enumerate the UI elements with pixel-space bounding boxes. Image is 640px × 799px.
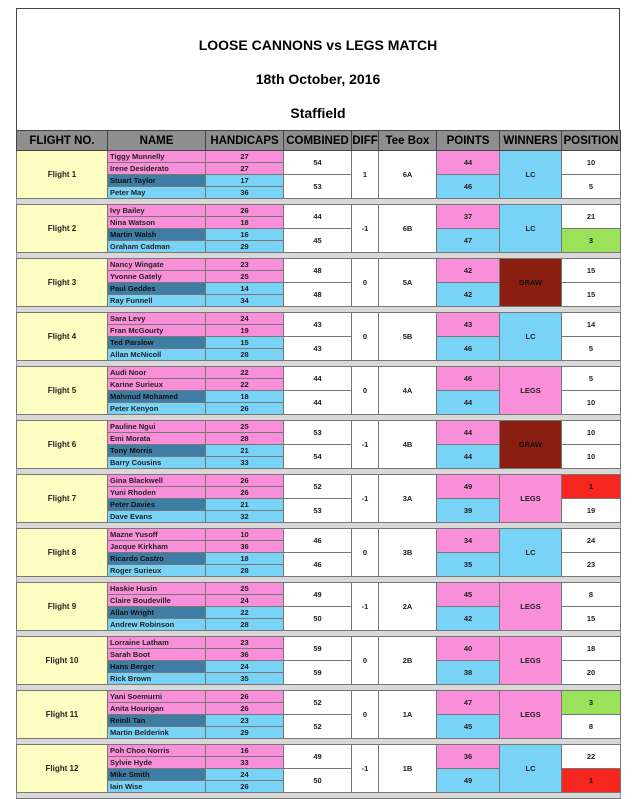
tee-box: 3B [379, 529, 437, 577]
flight-label: Flight 11 [17, 691, 108, 739]
team-position: 8 [562, 715, 621, 739]
team-points: 38 [437, 661, 500, 685]
team-position: 10 [562, 445, 621, 469]
combined-handicap: 53 [284, 499, 352, 523]
combined-handicap: 48 [284, 283, 352, 307]
combined-handicap: 54 [284, 151, 352, 175]
player-handicap: 22 [206, 367, 284, 379]
player-handicap: 25 [206, 583, 284, 595]
diff-value: -1 [352, 583, 379, 631]
winner-badge: LEGS [500, 475, 562, 523]
tee-box: 2B [379, 637, 437, 685]
team-position: 23 [562, 553, 621, 577]
player-handicap: 23 [206, 259, 284, 271]
team-position: 5 [562, 367, 621, 391]
player-handicap: 34 [206, 295, 284, 307]
player-name: Peter Kenyon [108, 403, 206, 415]
flight-label: Flight 12 [17, 745, 108, 793]
player-handicap: 26 [206, 691, 284, 703]
team-points: 45 [437, 583, 500, 607]
player-handicap: 27 [206, 151, 284, 163]
winner-badge: DRAW [500, 259, 562, 307]
team-points: 43 [437, 313, 500, 337]
player-handicap: 25 [206, 421, 284, 433]
player-name: Ivy Bailey [108, 205, 206, 217]
player-handicap: 26 [206, 403, 284, 415]
winner-badge: LC [500, 205, 562, 253]
team-position: 19 [562, 499, 621, 523]
team-points: 45 [437, 715, 500, 739]
separator-cell [17, 793, 621, 799]
player-name: Tiggy Munnelly [108, 151, 206, 163]
combined-handicap: 49 [284, 745, 352, 769]
table-row [17, 583, 621, 595]
combined-handicap: 46 [284, 553, 352, 577]
combined-handicap: 59 [284, 661, 352, 685]
flight-label: Flight 10 [17, 637, 108, 685]
combined-handicap: 52 [284, 475, 352, 499]
player-handicap: 23 [206, 637, 284, 649]
diff-value: 0 [352, 367, 379, 415]
player-name: Peter Davies [108, 499, 206, 511]
team-points: 35 [437, 553, 500, 577]
player-handicap: 27 [206, 163, 284, 175]
player-handicap: 26 [206, 781, 284, 793]
flight-label: Flight 7 [17, 475, 108, 523]
team-points: 39 [437, 499, 500, 523]
combined-handicap: 50 [284, 607, 352, 631]
team-position: 15 [562, 259, 621, 283]
team-position: 22 [562, 745, 621, 769]
team-position: 5 [562, 175, 621, 199]
player-name: Graham Cadman [108, 241, 206, 253]
team-points: 40 [437, 637, 500, 661]
results-table-wrap [16, 130, 620, 799]
team-points: 49 [437, 475, 500, 499]
player-handicap: 28 [206, 565, 284, 577]
table-row [17, 475, 621, 487]
combined-handicap: 53 [284, 421, 352, 445]
winner-badge: LEGS [500, 637, 562, 685]
tee-box: 5A [379, 259, 437, 307]
team-points: 44 [437, 391, 500, 415]
player-name: Ted Parslow [108, 337, 206, 349]
diff-value: -1 [352, 475, 379, 523]
flight-label: Flight 3 [17, 259, 108, 307]
player-name: Iain Wise [108, 781, 206, 793]
table-row [17, 691, 621, 703]
player-name: Mahmud Mohamed [108, 391, 206, 403]
player-name: Nancy Wingate [108, 259, 206, 271]
table-row [17, 259, 621, 271]
col-teebox: Tee Box [379, 131, 437, 151]
player-name: Claire Boudeville [108, 595, 206, 607]
player-name: Lorraine Latham [108, 637, 206, 649]
player-handicap: 18 [206, 553, 284, 565]
winner-badge: LC [500, 313, 562, 361]
tee-box: 4A [379, 367, 437, 415]
combined-handicap: 45 [284, 229, 352, 253]
team-points: 44 [437, 445, 500, 469]
player-handicap: 24 [206, 769, 284, 781]
combined-handicap: 44 [284, 205, 352, 229]
player-name: Andrew Robinson [108, 619, 206, 631]
team-position: 15 [562, 283, 621, 307]
player-handicap: 28 [206, 433, 284, 445]
player-handicap: 25 [206, 271, 284, 283]
player-handicap: 36 [206, 541, 284, 553]
flight-label: Flight 4 [17, 313, 108, 361]
combined-handicap: 46 [284, 529, 352, 553]
player-name: Audi Noor [108, 367, 206, 379]
col-flight: FLIGHT NO. [17, 131, 108, 151]
player-handicap: 19 [206, 325, 284, 337]
player-handicap: 29 [206, 727, 284, 739]
player-name: Yuni Rhoden [108, 487, 206, 499]
player-name: Stuart Taylor [108, 175, 206, 187]
player-handicap: 16 [206, 745, 284, 757]
team-points: 37 [437, 205, 500, 229]
tee-box: 6B [379, 205, 437, 253]
player-name: Nina Watson [108, 217, 206, 229]
tee-box: 6A [379, 151, 437, 199]
player-handicap: 26 [206, 703, 284, 715]
player-name: Gina Blackwell [108, 475, 206, 487]
flight-label: Flight 2 [17, 205, 108, 253]
player-handicap: 28 [206, 619, 284, 631]
col-winners: WINNERS [500, 131, 562, 151]
team-position: 1 [562, 475, 621, 499]
header-row [17, 131, 621, 151]
player-handicap: 16 [206, 229, 284, 241]
player-handicap: 22 [206, 607, 284, 619]
team-points: 47 [437, 229, 500, 253]
team-points: 42 [437, 259, 500, 283]
player-handicap: 24 [206, 661, 284, 673]
title-box [16, 8, 620, 130]
team-points: 46 [437, 337, 500, 361]
flight-separator [17, 793, 621, 799]
tee-box: 1B [379, 745, 437, 793]
diff-value: 0 [352, 529, 379, 577]
team-position: 15 [562, 607, 621, 631]
player-handicap: 10 [206, 529, 284, 541]
player-name: Ray Funnell [108, 295, 206, 307]
winner-badge: LC [500, 745, 562, 793]
table-row [17, 313, 621, 325]
col-combined: COMBINED [284, 131, 352, 151]
player-name: Sara Levy [108, 313, 206, 325]
team-position: 8 [562, 583, 621, 607]
flight-label: Flight 5 [17, 367, 108, 415]
player-name: Mike Smith [108, 769, 206, 781]
team-points: 42 [437, 283, 500, 307]
team-position: 1 [562, 769, 621, 793]
player-name: Tony Morris [108, 445, 206, 457]
team-points: 44 [437, 421, 500, 445]
team-position: 10 [562, 391, 621, 415]
flight-label: Flight 8 [17, 529, 108, 577]
player-handicap: 24 [206, 313, 284, 325]
tee-box: 5B [379, 313, 437, 361]
table-row [17, 637, 621, 649]
player-name: Martin Walsh [108, 229, 206, 241]
player-name: Pauline Ngui [108, 421, 206, 433]
player-handicap: 22 [206, 379, 284, 391]
player-handicap: 33 [206, 757, 284, 769]
player-name: Poh Choo Norris [108, 745, 206, 757]
col-name: NAME [108, 131, 206, 151]
table-row [17, 529, 621, 541]
flight-label: Flight 6 [17, 421, 108, 469]
team-position: 5 [562, 337, 621, 361]
team-points: 34 [437, 529, 500, 553]
player-handicap: 21 [206, 499, 284, 511]
player-name: Roger Surieux [108, 565, 206, 577]
player-handicap: 28 [206, 349, 284, 361]
winner-badge: LC [500, 151, 562, 199]
player-name: Mazne Yusoff [108, 529, 206, 541]
tee-box: 4B [379, 421, 437, 469]
combined-handicap: 52 [284, 715, 352, 739]
winner-badge: LEGS [500, 367, 562, 415]
winner-badge: LEGS [500, 691, 562, 739]
player-handicap: 26 [206, 487, 284, 499]
player-name: Yani Soemurni [108, 691, 206, 703]
diff-value: 0 [352, 691, 379, 739]
combined-handicap: 43 [284, 337, 352, 361]
team-position: 20 [562, 661, 621, 685]
match-date: 18th October, 2016 [255, 71, 381, 87]
match-title: LOOSE CANNONS vs LEGS MATCH [198, 37, 438, 53]
player-name: Jacque Kirkham [108, 541, 206, 553]
player-name: Ricardo Castro [108, 553, 206, 565]
diff-value: 0 [352, 313, 379, 361]
team-position: 3 [562, 229, 621, 253]
player-name: Reinli Tan [108, 715, 206, 727]
player-handicap: 23 [206, 715, 284, 727]
diff-value: 0 [352, 259, 379, 307]
player-handicap: 36 [206, 187, 284, 199]
team-points: 44 [437, 151, 500, 175]
player-name: Haskie Husin [108, 583, 206, 595]
player-handicap: 29 [206, 241, 284, 253]
combined-handicap: 59 [284, 637, 352, 661]
player-name: Allan Wright [108, 607, 206, 619]
col-position: POSITION [562, 131, 621, 151]
flight-label: Flight 1 [17, 151, 108, 199]
player-handicap: 35 [206, 673, 284, 685]
tee-box: 3A [379, 475, 437, 523]
match-venue: Staffield [290, 105, 346, 121]
col-handicaps: HANDICAPS [206, 131, 284, 151]
flight-label: Flight 9 [17, 583, 108, 631]
player-name: Karine Surieux [108, 379, 206, 391]
combined-handicap: 53 [284, 175, 352, 199]
player-handicap: 15 [206, 337, 284, 349]
player-handicap: 32 [206, 511, 284, 523]
table-row [17, 151, 621, 163]
col-points: POINTS [437, 131, 500, 151]
table-row [17, 421, 621, 433]
diff-value: -1 [352, 421, 379, 469]
player-handicap: 17 [206, 175, 284, 187]
combined-handicap: 44 [284, 367, 352, 391]
diff-value: 0 [352, 637, 379, 685]
player-name: Paul Geddes [108, 283, 206, 295]
player-handicap: 33 [206, 457, 284, 469]
player-name: Peter May [108, 187, 206, 199]
player-handicap: 21 [206, 445, 284, 457]
combined-handicap: 48 [284, 259, 352, 283]
player-name: Allan McNicoll [108, 349, 206, 361]
player-name: Emi Morata [108, 433, 206, 445]
player-handicap: 24 [206, 595, 284, 607]
player-handicap: 18 [206, 391, 284, 403]
team-points: 49 [437, 769, 500, 793]
winner-badge: LEGS [500, 583, 562, 631]
col-diff: DIFF [352, 131, 379, 151]
team-points: 47 [437, 691, 500, 715]
team-position: 10 [562, 151, 621, 175]
table-row [17, 205, 621, 217]
player-name: Sylvie Hyde [108, 757, 206, 769]
player-handicap: 26 [206, 205, 284, 217]
winner-badge: DRAW [500, 421, 562, 469]
tee-box: 1A [379, 691, 437, 739]
combined-handicap: 50 [284, 769, 352, 793]
team-position: 10 [562, 421, 621, 445]
winner-badge: LC [500, 529, 562, 577]
combined-handicap: 54 [284, 445, 352, 469]
diff-value: -1 [352, 745, 379, 793]
player-name: Fran McGourty [108, 325, 206, 337]
player-name: Rick Brown [108, 673, 206, 685]
diff-value: 1 [352, 151, 379, 199]
player-name: Anita Hourigan [108, 703, 206, 715]
table-row [17, 367, 621, 379]
team-position: 3 [562, 691, 621, 715]
player-name: Barry Cousins [108, 457, 206, 469]
results-table [16, 130, 621, 799]
combined-handicap: 43 [284, 313, 352, 337]
player-handicap: 36 [206, 649, 284, 661]
player-handicap: 18 [206, 217, 284, 229]
player-name: Yvonne Gately [108, 271, 206, 283]
player-name: Irene Desiderato [108, 163, 206, 175]
team-position: 14 [562, 313, 621, 337]
player-name: Dave Evans [108, 511, 206, 523]
tee-box: 2A [379, 583, 437, 631]
team-position: 21 [562, 205, 621, 229]
team-position: 24 [562, 529, 621, 553]
results-body [17, 151, 621, 799]
team-points: 46 [437, 367, 500, 391]
combined-handicap: 49 [284, 583, 352, 607]
team-points: 42 [437, 607, 500, 631]
player-handicap: 26 [206, 475, 284, 487]
combined-handicap: 52 [284, 691, 352, 715]
player-name: Hans Berger [108, 661, 206, 673]
team-position: 18 [562, 637, 621, 661]
combined-handicap: 44 [284, 391, 352, 415]
team-points: 46 [437, 175, 500, 199]
team-points: 36 [437, 745, 500, 769]
player-handicap: 14 [206, 283, 284, 295]
table-row [17, 745, 621, 757]
player-name: Sarah Boot [108, 649, 206, 661]
diff-value: -1 [352, 205, 379, 253]
player-name: Martin Belderink [108, 727, 206, 739]
